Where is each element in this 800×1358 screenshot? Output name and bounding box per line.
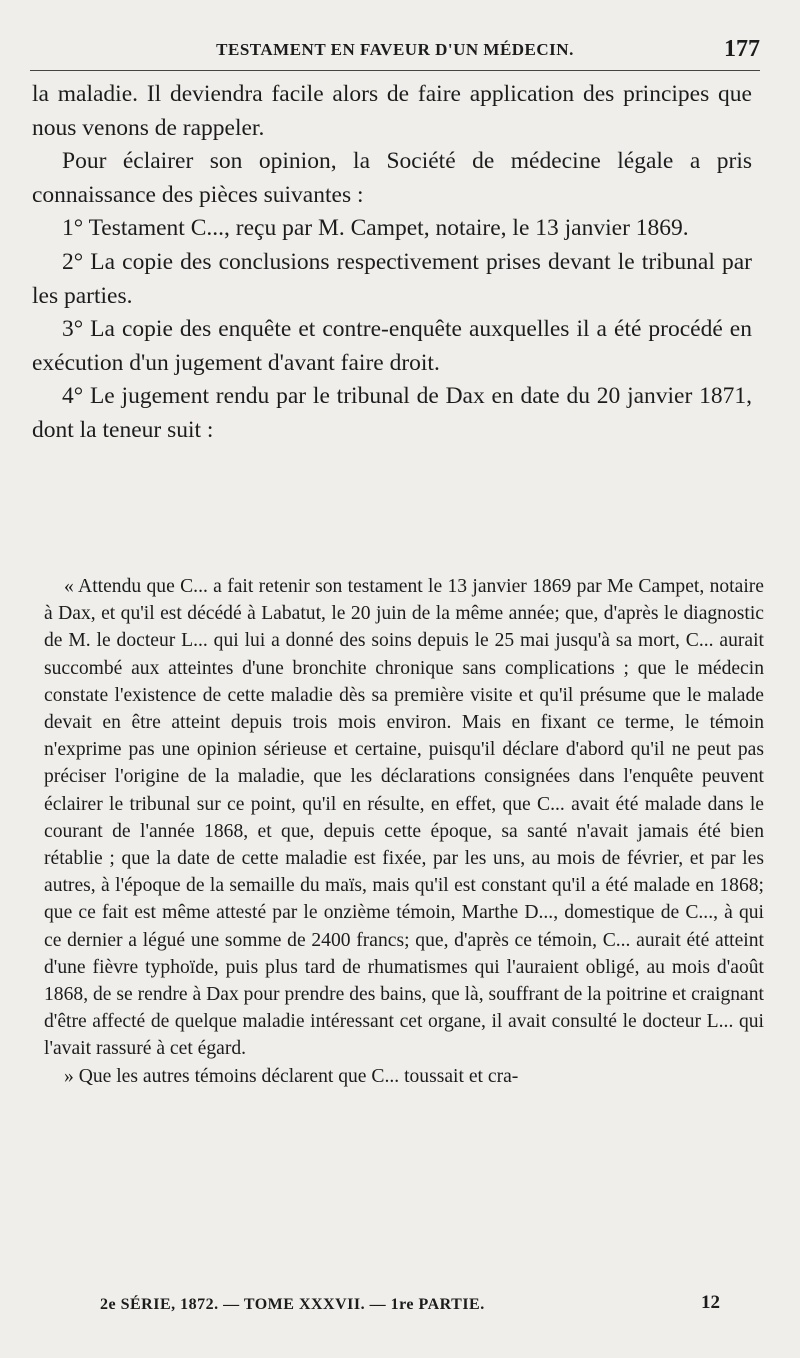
- page-footer: [100, 1292, 720, 1322]
- list-item: 3° La copie des enquête et contre-enquête auxquelles il a été procédé en exécution d'un jugement d'avant faire droit.: [32, 316, 752, 376]
- quote-paragraph: » Que les autres témoins déclarent que C... toussait et cra-: [64, 1065, 519, 1087]
- printer-signature: 2e SÉRIE, 1872. — TOME XXXVII. — 1re PARTIE.: [100, 1296, 485, 1313]
- list-item: 4° Le jugement rendu par le tribunal de Dax en date du 20 janvier 1871, dont la teneur suit :: [32, 383, 752, 443]
- list-item: 1° Testament C..., reçu par M. Campet, notaire, le 13 janvier 1869.: [62, 215, 689, 242]
- list-item: 2° La copie des conclusions respectivement prises devant le tribunal par les parties.: [32, 248, 752, 309]
- sheet-number: 12: [701, 1292, 720, 1313]
- paragraph: Pour éclairer son opinion, la Société de médecine légale a pris connaissance des pièces suivantes :: [32, 148, 752, 208]
- quote-paragraph: « Attendu que C... a fait retenir son testament le 13 janvier 1869 par Me Campet, notaire à Dax, et qu'il est décédé à Labatut, le 20 juin de la même année; que, d'après le diagnostic de M. le docteur L... qui lui a donné des soins depuis le 25 mai jusqu'à sa mort, C... aurait succombé aux atteintes d'une bronchite chronique sans complications ; que le médecin constate l'existence de cette maladie dès sa première visite et qu'il présume que le malade devait en être atteint depuis trois mois environ. Mais en fixant ce terme, le témoin n'exprime pas une opinion sérieuse et certaine, puisqu'il déclare d'abord qu'il ne peut pas préciser l'origine de la maladie, que les déclarations consignées dans l'enquête peuvent éclairer le tribunal sur ce point, qu'il en résulte, en effet, que C... avait été malade dans le courant de l'année 1868, et que, depuis cette époque, sa santé n'avait jamais été bien rétablie ; que la date de cette maladie est fixée, par les uns, au mois de février, et par les autres, à l'époque de la semaille du maïs, mais qu'il est constant qu'il a été malade en 1868; que ce fait est même attesté par le onzième témoin, Marthe D..., domestique de C..., à qui ce dernier a légué une somme de 2400 francs; que, d'après ce témoin, C... aurait été atteint d'une fièvre typhoïde, puis plus tard de rhumatismes qui l'auraient obligé, au mois d'août 1868, de se rendre à Dax pour prendre des bains, que là, souffrant de la poitrine et craignant d'être affecté de quelque maladie intéressant cet organe, il avait consulté le docteur L... qui l'avait rassuré à cet égard.: [44, 576, 764, 1060]
- quoted-judgment: [44, 573, 764, 1090]
- body-text: [32, 78, 752, 448]
- paragraph: la maladie. Il deviendra facile alors de faire application des principes que nous venons de rappeler.: [32, 81, 752, 141]
- page-header: [30, 38, 760, 71]
- page-number: 177: [724, 36, 760, 62]
- running-title: TESTAMENT EN FAVEUR D'UN MÉDECIN.: [216, 40, 574, 59]
